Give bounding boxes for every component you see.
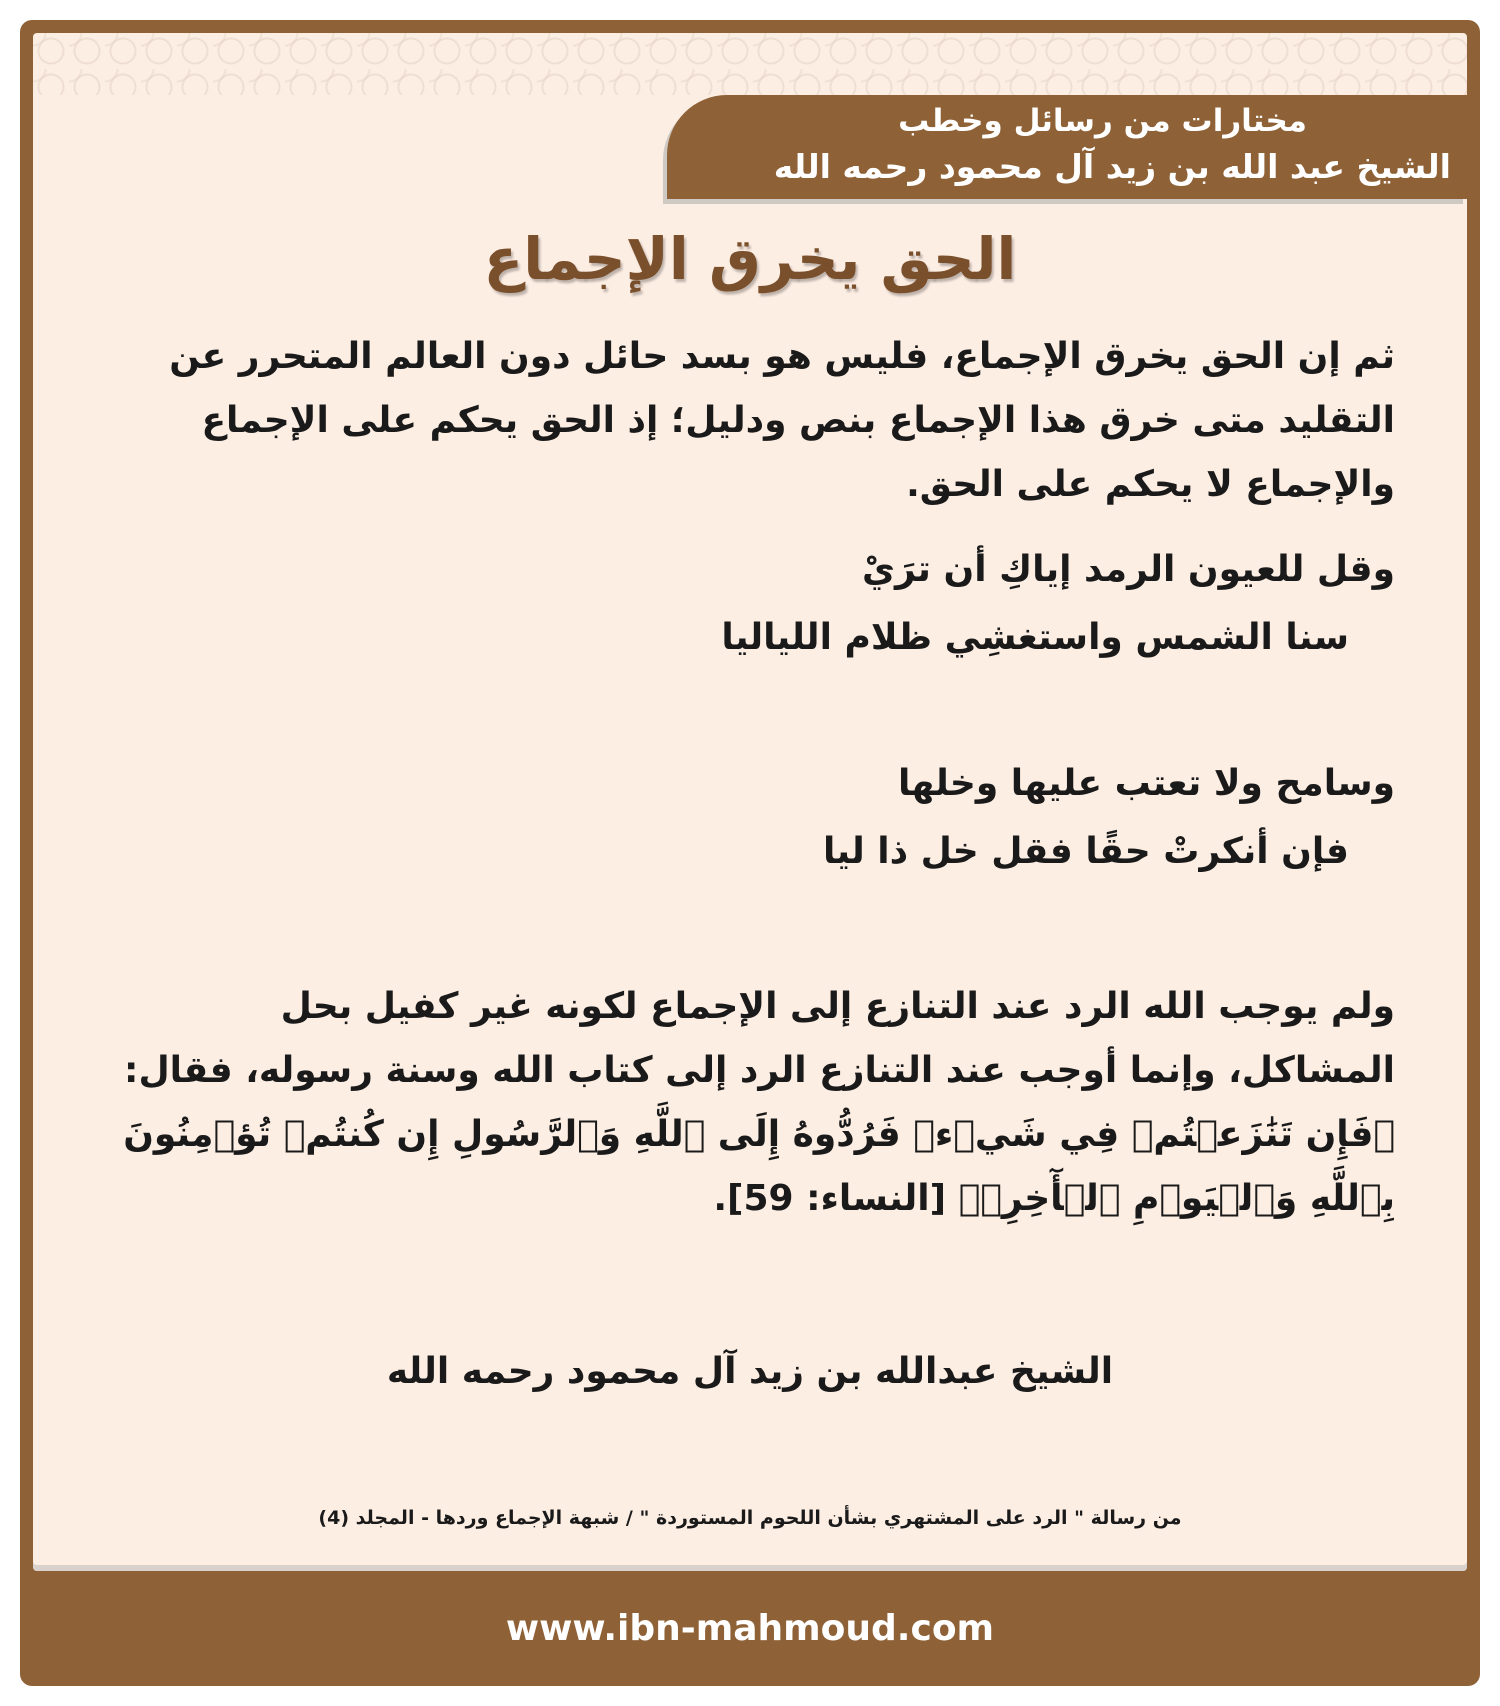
source-citation: من رسالة " الرد على المشتهري بشأن اللحوم المستوردة " / شبهة الإجماع وردها - المجلد (4) [318, 1507, 1182, 1529]
poem-verse-1-line-2: سنا الشمس واستغشِي ظلام اللياليا [721, 617, 1349, 658]
poem-verse-1-line-1: وقل للعيون الرمد إياكِ أن ترَيْ [862, 549, 1395, 590]
decorative-pattern [33, 33, 1467, 95]
website-link[interactable]: www.ibn-mahmoud.com [505, 1608, 995, 1649]
header-author-name: الشيخ عبد الله بن زيد آل محمود رحمه الله [773, 147, 1451, 186]
content-card [33, 33, 1467, 1571]
paragraph-quran: ولم يوجب الله الرد عند التنازع إلى الإجماع لكونه غير كفيل بحل المشاكل، وإنما أوجب عند التنازع الرد إلى كتاب الله وسنة رسوله، فقال: ﴿فَإِن تَنَٰزَعۡتُمۡ فِي شَيۡءٖ فَرُدُّوهُ إِلَى ٱللَّهِ وَٱلرَّسُولِ إِن كُنتُمۡ تُؤۡمِنُونَ بِٱللَّهِ وَٱلۡيَوۡمِ ٱلۡأٓخِرِۚ﴾ [النساء: 59]. [123, 986, 1395, 1219]
header-series-title: مختارات من رسائل وخطب [898, 103, 1307, 139]
page-frame [20, 20, 1480, 1686]
poem-verse-2-line-2: فإن أنكرتْ حقًا فقل خل ذا ليا [823, 831, 1349, 872]
header-ribbon [667, 95, 1467, 199]
author-signature: الشيخ عبدالله بن زيد آل محمود رحمه الله [386, 1351, 1114, 1392]
article-title: الحق يخرق الإجماع [483, 225, 1017, 293]
poem-verse-2-line-1: وسامح ولا تعتب عليها وخلها [897, 763, 1395, 804]
paragraph-intro: ثم إن الحق يخرق الإجماع، فليس هو بسد حائل دون العالم المتحرر عن التقليد متى خرق هذا الإجماع بنص ودليل؛ إذ الحق يحكم على الإجماع والإجماع لا يحكم على الحق. [169, 336, 1395, 505]
